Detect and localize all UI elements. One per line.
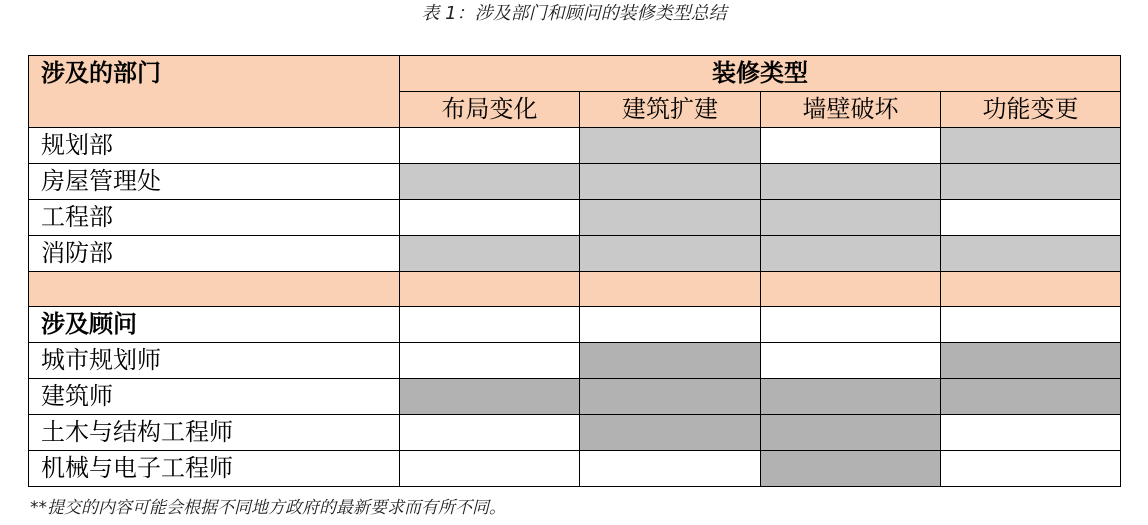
column-header-building-extension: 建筑扩建 [580, 92, 761, 128]
empty-cell [761, 307, 941, 343]
involved-cell [580, 415, 761, 451]
table-row [29, 451, 1121, 487]
involved-cell [761, 164, 941, 200]
table-row [29, 236, 1121, 272]
not-involved-cell [400, 200, 580, 236]
table-row [29, 343, 1121, 379]
table-row [29, 164, 1121, 200]
table-caption: 表 1：涉及部门和顾问的装修类型总结 [421, 3, 727, 24]
empty-cell [580, 307, 761, 343]
involved-cell [580, 236, 761, 272]
not-involved-cell [941, 451, 1121, 487]
department-row-label: 工程部 [29, 200, 400, 236]
not-involved-cell [400, 343, 580, 379]
involved-cell [580, 200, 761, 236]
not-involved-cell [400, 451, 580, 487]
table-header-row [29, 56, 1121, 92]
column-header-wall-demolition: 墙壁破坏 [761, 92, 941, 128]
involved-cell [941, 128, 1121, 164]
involved-cell [580, 164, 761, 200]
column-header-layout-change: 布局变化 [400, 92, 580, 128]
empty-cell [400, 307, 580, 343]
not-involved-cell [941, 200, 1121, 236]
involved-cell [400, 379, 580, 415]
table-row [29, 200, 1121, 236]
separator-cell [400, 272, 580, 307]
involved-cell [580, 128, 761, 164]
separator-cell [761, 272, 941, 307]
table-row [29, 379, 1121, 415]
department-row-label: 消防部 [29, 236, 400, 272]
consultant-row-label: 机械与电子工程师 [29, 451, 400, 487]
involved-cell [941, 343, 1121, 379]
empty-cell [941, 307, 1121, 343]
not-involved-cell [400, 415, 580, 451]
involved-cell [941, 379, 1121, 415]
not-involved-cell [761, 343, 941, 379]
table-row [29, 415, 1121, 451]
footnote: **提交的内容可能会根据不同地方政府的最新要求而有所不同。 [30, 498, 506, 518]
consultant-row-label: 土木与结构工程师 [29, 415, 400, 451]
involved-cell [580, 379, 761, 415]
department-row-label: 房屋管理处 [29, 164, 400, 200]
not-involved-cell [941, 415, 1121, 451]
consultant-row-label: 建筑师 [29, 379, 400, 415]
involved-cell [761, 236, 941, 272]
separator-cell [941, 272, 1121, 307]
separator-row [29, 272, 1121, 307]
not-involved-cell [580, 451, 761, 487]
consultant-row-label: 城市规划师 [29, 343, 400, 379]
column-header-function-change: 功能变更 [941, 92, 1121, 128]
renovation-types-header: 装修类型 [400, 56, 1121, 92]
involved-cell [761, 451, 941, 487]
involved-cell [400, 236, 580, 272]
consultants-header: 涉及顾问 [29, 307, 400, 343]
department-row-label: 规划部 [29, 128, 400, 164]
separator-cell [580, 272, 761, 307]
involved-cell [941, 236, 1121, 272]
involved-cell [761, 200, 941, 236]
departments-header: 涉及的部门 [29, 56, 400, 128]
involved-cell [400, 164, 580, 200]
not-involved-cell [400, 128, 580, 164]
involved-cell [580, 343, 761, 379]
renovation-summary-table [28, 55, 1121, 487]
involved-cell [761, 415, 941, 451]
involved-cell [941, 164, 1121, 200]
table-row [29, 128, 1121, 164]
involved-cell [761, 379, 941, 415]
not-involved-cell [761, 128, 941, 164]
consultants-header-row [29, 307, 1121, 343]
separator-cell [29, 272, 400, 307]
